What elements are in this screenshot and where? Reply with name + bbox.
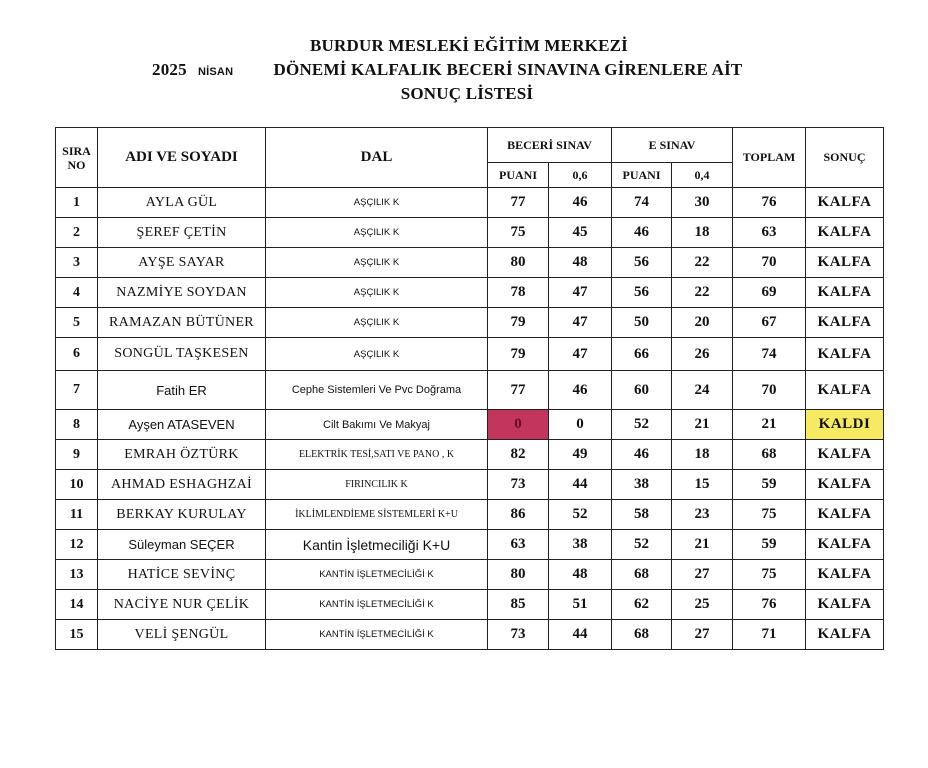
table-row — [56, 248, 884, 278]
branch-name: Kantin İşletmeciliği K+U — [266, 530, 488, 560]
row-number: 11 — [56, 500, 98, 530]
table-row — [56, 308, 884, 338]
total-score: 63 — [733, 218, 806, 248]
e-sinav-weighted: 21 — [672, 410, 733, 440]
result-status: KALFA — [806, 278, 884, 308]
student-name: Ayşen ATASEVEN — [98, 410, 266, 440]
e-sinav-weighted: 18 — [672, 440, 733, 470]
header-sira-no: SIRA NO — [56, 128, 98, 188]
beceri-puani: 86 — [488, 500, 549, 530]
branch-name: KANTİN İŞLETMECİLİĞİ K — [266, 620, 488, 650]
table-row — [56, 338, 884, 371]
beceri-puani: 80 — [488, 560, 549, 590]
result-status: KALFA — [806, 188, 884, 218]
branch-name: KANTİN İŞLETMECİLİĞİ K — [266, 590, 488, 620]
beceri-weighted: 48 — [549, 560, 612, 590]
student-name: HATİCE SEVİNÇ — [98, 560, 266, 590]
result-status: KALFA — [806, 530, 884, 560]
total-score: 70 — [733, 248, 806, 278]
student-name: VELİ ŞENGÜL — [98, 620, 266, 650]
beceri-puani: 80 — [488, 248, 549, 278]
total-score: 70 — [733, 371, 806, 410]
student-name: Süleyman SEÇER — [98, 530, 266, 560]
header-beceri-puani: PUANI — [488, 163, 549, 188]
beceri-weighted: 46 — [549, 188, 612, 218]
table-row — [56, 371, 884, 410]
total-score: 75 — [733, 560, 806, 590]
result-status: KALFA — [806, 218, 884, 248]
branch-name: AŞÇILIK K — [266, 278, 488, 308]
branch-name: ELEKTRİK TESİ,SATI VE PANO , K — [266, 440, 488, 470]
table-row — [56, 410, 884, 440]
student-name: AYLA GÜL — [98, 188, 266, 218]
e-sinav-weighted: 30 — [672, 188, 733, 218]
beceri-weighted: 48 — [549, 248, 612, 278]
row-number: 8 — [56, 410, 98, 440]
beceri-weighted: 0 — [549, 410, 612, 440]
row-number: 3 — [56, 248, 98, 278]
beceri-puani: 79 — [488, 308, 549, 338]
table-row — [56, 470, 884, 500]
e-sinav-puani: 74 — [612, 188, 672, 218]
row-number: 5 — [56, 308, 98, 338]
document-header — [0, 34, 928, 106]
student-name: AHMAD ESHAGHZAİ — [98, 470, 266, 500]
e-sinav-puani: 68 — [612, 620, 672, 650]
e-sinav-weighted: 27 — [672, 560, 733, 590]
student-name: Fatih ER — [98, 371, 266, 410]
beceri-weighted: 52 — [549, 500, 612, 530]
result-status: KALFA — [806, 440, 884, 470]
header-e-puani: PUANI — [612, 163, 672, 188]
e-sinav-weighted: 21 — [672, 530, 733, 560]
beceri-puani: 75 — [488, 218, 549, 248]
beceri-weighted: 47 — [549, 338, 612, 371]
table-row — [56, 620, 884, 650]
branch-name: AŞÇILIK K — [266, 308, 488, 338]
header-name: ADI VE SOYADI — [98, 128, 266, 188]
e-sinav-weighted: 18 — [672, 218, 733, 248]
table-header — [56, 128, 884, 188]
table-body — [56, 188, 884, 650]
beceri-weighted: 45 — [549, 218, 612, 248]
e-sinav-puani: 46 — [612, 440, 672, 470]
row-number: 4 — [56, 278, 98, 308]
exam-month: NİSAN — [198, 66, 234, 78]
table-row — [56, 188, 884, 218]
results-table — [55, 127, 884, 650]
result-status: KALFA — [806, 248, 884, 278]
header-dal: DAL — [266, 128, 488, 188]
table-row — [56, 278, 884, 308]
total-score: 21 — [733, 410, 806, 440]
beceri-puani: 79 — [488, 338, 549, 371]
beceri-puani: 82 — [488, 440, 549, 470]
e-sinav-weighted: 20 — [672, 308, 733, 338]
branch-name: Cephe Sistemleri Ve Pvc Doğrama — [266, 371, 488, 410]
institution-title: BURDUR MESLEKİ EĞİTİM MERKEZİ — [310, 36, 628, 55]
header-e-katsayi: 0,4 — [672, 163, 733, 188]
table-row — [56, 530, 884, 560]
student-name: RAMAZAN BÜTÜNER — [98, 308, 266, 338]
branch-name: Cilt Bakımı Ve Makyaj — [266, 410, 488, 440]
e-sinav-weighted: 15 — [672, 470, 733, 500]
e-sinav-puani: 68 — [612, 560, 672, 590]
beceri-puani: 77 — [488, 371, 549, 410]
e-sinav-weighted: 24 — [672, 371, 733, 410]
result-status: KALFA — [806, 470, 884, 500]
student-name: NAZMİYE SOYDAN — [98, 278, 266, 308]
total-score: 69 — [733, 278, 806, 308]
student-name: EMRAH ÖZTÜRK — [98, 440, 266, 470]
beceri-puani: 73 — [488, 470, 549, 500]
row-number: 2 — [56, 218, 98, 248]
total-score: 68 — [733, 440, 806, 470]
result-status: KALFA — [806, 590, 884, 620]
student-name: ŞEREF ÇETİN — [98, 218, 266, 248]
result-status: KALFA — [806, 371, 884, 410]
beceri-weighted: 44 — [549, 470, 612, 500]
total-score: 74 — [733, 338, 806, 371]
result-status: KALDI — [806, 410, 884, 440]
beceri-weighted: 51 — [549, 590, 612, 620]
e-sinav-weighted: 22 — [672, 248, 733, 278]
branch-name: AŞÇILIK K — [266, 248, 488, 278]
result-status: KALFA — [806, 620, 884, 650]
total-score: 76 — [733, 188, 806, 218]
branch-name: AŞÇILIK K — [266, 338, 488, 371]
beceri-puani: 78 — [488, 278, 549, 308]
row-number: 14 — [56, 590, 98, 620]
e-sinav-puani: 60 — [612, 371, 672, 410]
result-status: KALFA — [806, 338, 884, 371]
student-name: BERKAY KURULAY — [98, 500, 266, 530]
total-score: 67 — [733, 308, 806, 338]
e-sinav-puani: 62 — [612, 590, 672, 620]
e-sinav-puani: 52 — [612, 410, 672, 440]
result-status: KALFA — [806, 308, 884, 338]
exam-year: 2025 — [152, 60, 187, 79]
beceri-puani: 0 — [488, 410, 549, 440]
e-sinav-weighted: 22 — [672, 278, 733, 308]
beceri-weighted: 47 — [549, 308, 612, 338]
e-sinav-puani: 66 — [612, 338, 672, 371]
e-sinav-weighted: 23 — [672, 500, 733, 530]
row-number: 10 — [56, 470, 98, 500]
total-score: 76 — [733, 590, 806, 620]
e-sinav-weighted: 25 — [672, 590, 733, 620]
total-score: 75 — [733, 500, 806, 530]
row-number: 7 — [56, 371, 98, 410]
result-status: KALFA — [806, 560, 884, 590]
branch-name: FIRINCILIK K — [266, 470, 488, 500]
e-sinav-puani: 58 — [612, 500, 672, 530]
e-sinav-puani: 52 — [612, 530, 672, 560]
row-number: 13 — [56, 560, 98, 590]
exam-title-line — [0, 58, 928, 82]
row-number: 15 — [56, 620, 98, 650]
e-sinav-weighted: 26 — [672, 338, 733, 371]
branch-name: İKLİMLENDİEME SİSTEMLERİ K+U — [266, 500, 488, 530]
beceri-puani: 63 — [488, 530, 549, 560]
beceri-weighted: 46 — [549, 371, 612, 410]
row-number: 12 — [56, 530, 98, 560]
student-name: SONGÜL TAŞKESEN — [98, 338, 266, 371]
beceri-puani: 73 — [488, 620, 549, 650]
student-name: AYŞE SAYAR — [98, 248, 266, 278]
e-sinav-puani: 56 — [612, 278, 672, 308]
header-e-sinav: E SINAV — [612, 128, 733, 163]
e-sinav-puani: 50 — [612, 308, 672, 338]
header-beceri-katsayi: 0,6 — [549, 163, 612, 188]
e-sinav-puani: 38 — [612, 470, 672, 500]
e-sinav-puani: 46 — [612, 218, 672, 248]
e-sinav-puani: 56 — [612, 248, 672, 278]
header-beceri-sinav: BECERİ SINAV — [488, 128, 612, 163]
total-score: 59 — [733, 470, 806, 500]
row-number: 6 — [56, 338, 98, 371]
exam-title: DÖNEMİ KALFALIK BECERİ SINAVINA GİRENLERE AİT — [273, 60, 743, 79]
beceri-puani: 77 — [488, 188, 549, 218]
total-score: 71 — [733, 620, 806, 650]
branch-name: AŞÇILIK K — [266, 218, 488, 248]
row-number: 9 — [56, 440, 98, 470]
header-sonuc: SONUÇ — [806, 128, 884, 188]
student-name: NACİYE NUR ÇELİK — [98, 590, 266, 620]
row-number: 1 — [56, 188, 98, 218]
list-title: SONUÇ LİSTESİ — [400, 84, 534, 103]
result-status: KALFA — [806, 500, 884, 530]
beceri-weighted: 49 — [549, 440, 612, 470]
branch-name: KANTİN İŞLETMECİLİĞİ K — [266, 560, 488, 590]
total-score: 59 — [733, 530, 806, 560]
table-row — [56, 590, 884, 620]
beceri-weighted: 38 — [549, 530, 612, 560]
e-sinav-weighted: 27 — [672, 620, 733, 650]
table-row — [56, 218, 884, 248]
table-row — [56, 440, 884, 470]
beceri-weighted: 47 — [549, 278, 612, 308]
beceri-weighted: 44 — [549, 620, 612, 650]
table-row — [56, 560, 884, 590]
header-toplam: TOPLAM — [733, 128, 806, 188]
beceri-puani: 85 — [488, 590, 549, 620]
branch-name: AŞÇILIK K — [266, 188, 488, 218]
table-row — [56, 500, 884, 530]
